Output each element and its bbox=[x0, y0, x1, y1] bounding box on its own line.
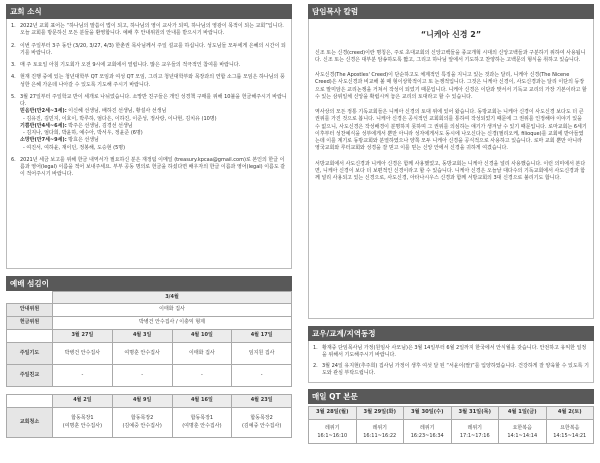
pastor-column-header: 담임목사 칼럼 bbox=[308, 4, 594, 19]
meal-label: 주일친교 bbox=[7, 365, 53, 387]
cleaning-label: 교회청소 bbox=[7, 408, 53, 438]
qt-date: 4월 2(토) bbox=[546, 407, 594, 420]
intercession-section bbox=[308, 326, 594, 383]
schedule-date: 4월 3일 bbox=[112, 330, 172, 343]
qt-table bbox=[308, 406, 594, 444]
schedule-date: 4월 16일 bbox=[172, 395, 232, 408]
prayer-value: 임지원 집사 bbox=[232, 343, 292, 365]
offering-label: 헌금위원 bbox=[7, 317, 53, 330]
guide-value: 이태화 집사 bbox=[53, 304, 292, 317]
meal-value: - bbox=[53, 365, 113, 387]
qt-date: 3월 31일(목) bbox=[451, 407, 499, 420]
news-item: 2. 이번 주일부터 3주 동안 (3/20, 3/27, 4/3) 한춘권 목사님께서 주일 설교를 하십니다. 성도님들 모두에게 은혜의 시간이 되기를 바랍니다. bbox=[11, 42, 286, 56]
prayer-label: 주일기도 bbox=[7, 343, 53, 365]
qt-passage: 레위기 16:11~16:22 bbox=[356, 420, 404, 444]
schedule-date: 4월 23일 bbox=[232, 395, 292, 408]
left-column bbox=[6, 4, 292, 438]
cleaning-value: 합동목장1 (여명훈 안수집사) bbox=[172, 408, 232, 438]
prayer-value: 박병건 안수집사 bbox=[53, 343, 113, 365]
meal-value: - bbox=[232, 365, 292, 387]
pastor-paragraph: 서방교회에서 사도신경과 니케아 신경은 함께 사용했었고, 동방교회는 니케아 신경을 널리 사용했습니다. 이런 의미에서 본다면, 니케아 신경이 보다 더 보편적인 신경이라고 할 수 있습니다. 니케아 신경은 오늘날 대다수의 기독교회에서 사도신경과 함께 널리 사용되고 있는 신경으로, 사도신경, 아타나시우스 신경과 함께 서방교회의 3대 신경으로 불리기도 합니다. bbox=[315, 160, 586, 182]
schedule-date: 4월 9일 bbox=[112, 395, 172, 408]
prayer-value: 이태화 집사 bbox=[172, 343, 232, 365]
worship-schedule-table bbox=[6, 291, 292, 438]
qt-passage: 레위기 16:1~16:10 bbox=[309, 420, 357, 444]
news-item: 6. 2021년 세금 보고를 위해 한금 내역서가 필요하신 분은 재정팀 이메일 (treasury.kpcaa@gmail.com)로 본인의 한글 이름과 영어(legal) 이름을 적어 보내주세요. 부부 공동 명의로 헌금을 하셨다면 배우자의 한글 이름과 영어(legal) 이름도 같이 적어주시기 바랍니다. bbox=[11, 156, 286, 178]
meal-value: - bbox=[112, 365, 172, 387]
qt-section bbox=[308, 389, 594, 444]
pastor-column-section bbox=[308, 19, 594, 319]
right-column bbox=[308, 4, 594, 444]
pastor-column-title: “니케아 신경 2” bbox=[420, 30, 482, 39]
cleaning-value: 합동목장2 (김예중 안수집사) bbox=[232, 408, 292, 438]
news-item-classes: 5. 3월 27일부터 주일학교 반이 세개로 나뉘었습니다. 소망반 친구들은 개인 성경책 구매를 위해 10불을 헌금해주시기 바랍니다. 믿음반(만2세~3세): 이신혜 선생님, 배하진 선생님, 황설사 선생님 - 김유진, 김민지, 이호이, 박루하, 엄다은, 이하진, 이준성, 정사랑, 이나현, 김치유 (10명) 기쁨반(만4세~6세): 박주은 선생님, 김경선 선생님 - 김지나, 엄다희, 박윤하, 예수아, 박서우, 정윤준 (6명) 소망반(만7세~9세): 방효은 선생님 - 여진서, 여하윤, 재이던, 정봉해, 도승현 (5명) bbox=[11, 93, 287, 151]
pastor-paragraph: 사도신경(The Apostles' Creed)이 단순하고도 체계적인 특징을 지니고 있는 것과는 달리, 니케아 신경(The Nicene Creed)은 사도신경과 비교해 볼 때 형이상학적이고 또 논쟁적입니다. 그것은 니케아 신경이, 사도신경과는 달리 이단의 등장으로 말미암은 교리논쟁을 거쳐서 작성이 되었기 때문입니다. 니케아 신경은 이단과 맞서서 기독교 교리의 가장 기본이라고 할 수 있는 삼위일체 신앙을 확립시켜 놓은 교리의 토대라고 할 수 있습니다. bbox=[315, 72, 587, 100]
pastor-paragraph: 신조 또는 신경(creed)이란 명칭은, 주로 초대교회의 신앙고백들을 종교개혁 시대의 신앙고백들과 구분하기 위하여 사용됩니다. 신조 또는 신경은 대부분 암송하도록 짧고, 그리고 하나님 앞에서 기도하고 찬양하는 고백문의 형식을 취하고 있습니다. bbox=[315, 49, 586, 63]
cleaning-value: 합동목장2 (김예중 안수집사) bbox=[112, 408, 172, 438]
schedule-date: 4월 17일 bbox=[232, 330, 292, 343]
qt-date: 3월 28일(월) bbox=[309, 407, 357, 420]
meal-value: - bbox=[172, 365, 232, 387]
news-item: 1. 2022년 교회 표어는 “하나님의 말씀이 법이 되고, 하나님의 영이 교사가 되며, 하나님의 영광이 목적이 되는 교회”입니다. 오늘 교회를 방문하신 모든 분들을 환영합니다. 예배 후 안내위원의 안내를 받으시기 바랍니다. bbox=[11, 23, 284, 37]
qt-passage: 요한복음 14:15~14:21 bbox=[546, 420, 594, 444]
qt-passage: 레위기 17:1~17:16 bbox=[451, 420, 499, 444]
qt-date: 3월 30일(수) bbox=[404, 407, 452, 420]
news-item: 3. 매 주 토요일 아침 기도회가 오전 9시에 교회에서 열립니다. 많은 교우들의 적극적인 참여를 바랍니다. bbox=[11, 62, 241, 68]
church-news-header: 교회 소식 bbox=[6, 4, 292, 19]
qt-header: 매일 QT 본문 bbox=[308, 389, 594, 404]
cleaning-value: 합동목장1 (여명훈 안수집사) bbox=[53, 408, 113, 438]
prayer-value: 여명훈 안수집사 bbox=[112, 343, 172, 365]
worship-schedule-header: 예배 섬김이 bbox=[6, 276, 292, 291]
pastor-paragraph: 역사상의 모든 정통 기독교회들은 니케아 신경의 토대 위에 있어 왔습니다. 동방교회는 니케아 신경이 사도신경 보다도 더 큰 권위를 가진 것으로 봅니다. 니케아 신경은 공식적인 교회회의를 통하여 작성되었기 때문에 그 권위를 인정해야 이야기 있을 수 없으니, 사도신경은 작성배경이 분명하지 못하며 그 권위를 의심하는 얘기가 생겨날 수 있기 때문입니다. 로마교회는 6세기 이후부터 성찬예식을 성부에게서 뿐만 아니라 성자에게서도 동시에 나오신다는 신경(필리오케, filioque)를 교회에 받아들였는데 이를 계기로 동방교회와 분열하였으나 양쪽 모두 니케아 신경을 공식적으로 사용하고 있습니다. 로마 교회 뿐만 아니라 영국교회와 루터교회와 성경을 잘 믿고 이를 믿는 신앙 안에서 신경을 귀하게 여겼습니다. bbox=[315, 109, 587, 152]
news-item: 4. 현재 진행 중에 있는 청년대학부 QT 모임과 여성 QT 모임, 그리고 청년대학부와 목장과의 연합 소그룹 모임은 하나님의 풍성한 은혜 가운데 나아갈 수 있도록 기도해 주시기 바랍니다. bbox=[11, 74, 285, 88]
intercession-header: 교우/교계/지역동정 bbox=[308, 326, 594, 341]
intercession-item: 2. 3월 24일 유지현(추주희) 집사님 가정이 생후 여섯 달 된 “서윤이(딸)”를 입양하였습니다. 건강하게 잘 양육할 수 있도록 기도와 관심 부탁드립니다. bbox=[313, 362, 589, 376]
qt-passage: 레위기 16:23~16:34 bbox=[404, 420, 452, 444]
qt-passage: 요한복음 14:1~14:14 bbox=[499, 420, 547, 444]
schedule-date: 4월 10일 bbox=[172, 330, 232, 343]
intercession-item: 1. 황재중 단임목사님 가정(원임사 사모님)은 3월 14일부터 6월 2일까지 한국에서 안식월을 갖습니다. 안전하고 유익한 일정을 위해서 기도해주시기 바랍니다. bbox=[313, 345, 587, 359]
guide-label: 안내위원 bbox=[7, 304, 53, 317]
offering-value: 박병건 안수집사 / 이충익 형제 bbox=[53, 317, 292, 330]
schedule-date: 4월 2일 bbox=[53, 395, 113, 408]
worship-schedule-section bbox=[6, 276, 292, 438]
qt-date: 4월 1일(금) bbox=[499, 407, 547, 420]
schedule-month: 3/4월 bbox=[53, 292, 292, 304]
qt-date: 3월 29일(화) bbox=[356, 407, 404, 420]
schedule-date: 3월 27일 bbox=[53, 330, 113, 343]
church-news-section bbox=[6, 19, 292, 269]
